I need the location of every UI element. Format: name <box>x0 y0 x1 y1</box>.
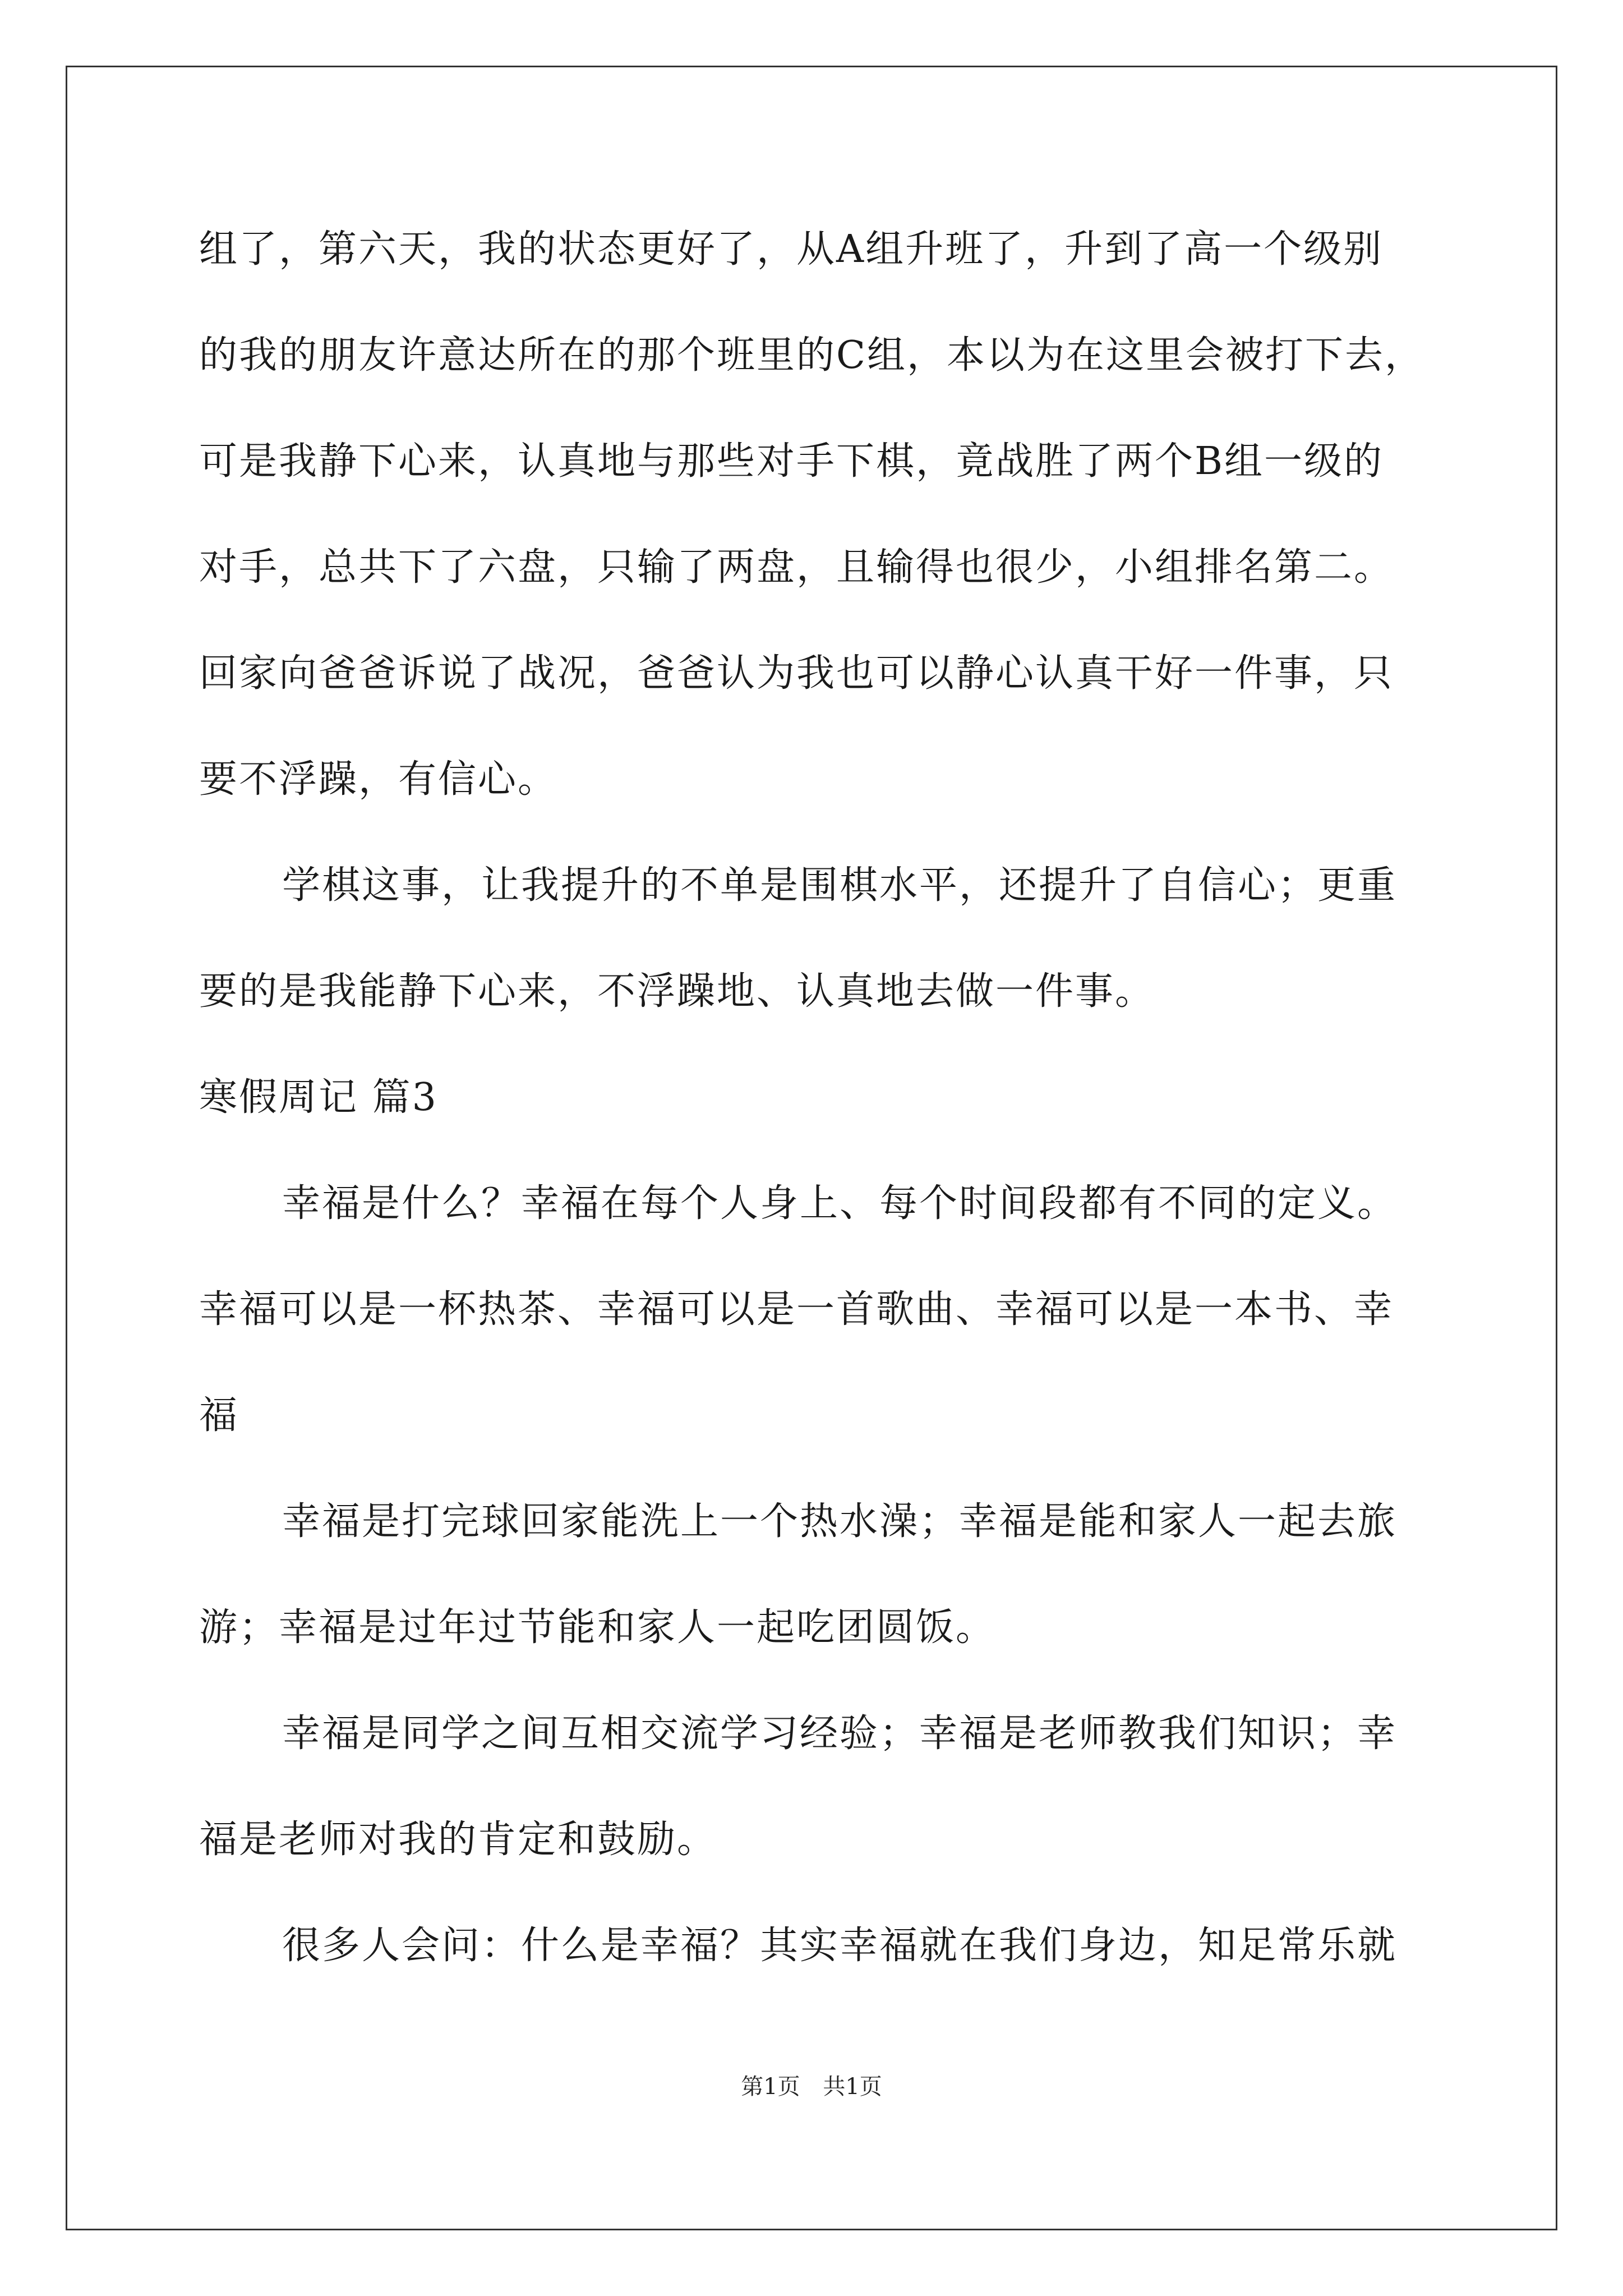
text-line: 对手，总共下了六盘，只输了两盘，且输得也很少，小组排名第二。 <box>199 545 1394 590</box>
page-border <box>66 66 1557 2230</box>
text-line: 福是老师对我的肯定和鼓励。 <box>199 1818 717 1862</box>
text-line: 可是我静下心来，认真地与那些对手下棋，竟战胜了两个B组一级的 <box>199 439 1384 484</box>
text-line: 要不浮躁，有信心。 <box>199 757 558 802</box>
text-line: 回家向爸爸诉说了战况，爸爸认为我也可以静心认真干好一件事，只 <box>199 651 1394 696</box>
paragraph-start-line: 幸福是什么？幸福在每个人身上、每个时间段都有不同的定义。 <box>282 1181 1398 1226</box>
text-line: 幸福可以是一杯热茶、幸福可以是一首歌曲、幸福可以是一本书、幸 <box>199 1287 1394 1332</box>
text-line: 游；幸福是过年过节能和家人一起吃团圆饭。 <box>199 1605 996 1650</box>
paragraph-start-line: 很多人会问：什么是幸福？其实幸福就在我们身边，知足常乐就 <box>282 1924 1398 1968</box>
paragraph-start-line: 学棋这事，让我提升的不单是围棋水平，还提升了自信心；更重 <box>282 863 1398 908</box>
text-line: 的我的朋友许意达所在的那个班里的C组，本以为在这里会被打下去， <box>199 333 1425 378</box>
page-number-current: 第1页 <box>741 2074 800 2100</box>
text-line: 组了，第六天，我的状态更好了，从A组升班了，升到了高一个级别 <box>199 227 1384 272</box>
text-line: 福 <box>199 1393 239 1438</box>
paragraph-start-line: 幸福是同学之间互相交流学习经验；幸福是老师教我们知识；幸 <box>282 1711 1398 1756</box>
paragraph-start-line: 幸福是打完球回家能洗上一个热水澡；幸福是能和家人一起去旅 <box>282 1499 1398 1544</box>
page-number-total: 共1页 <box>823 2074 882 2100</box>
text-line: 要的是我能静下心来，不浮躁地、认真地去做一件事。 <box>199 969 1155 1014</box>
section-heading: 寒假周记 篇3 <box>199 1075 438 1120</box>
page-footer <box>0 2070 1623 2104</box>
